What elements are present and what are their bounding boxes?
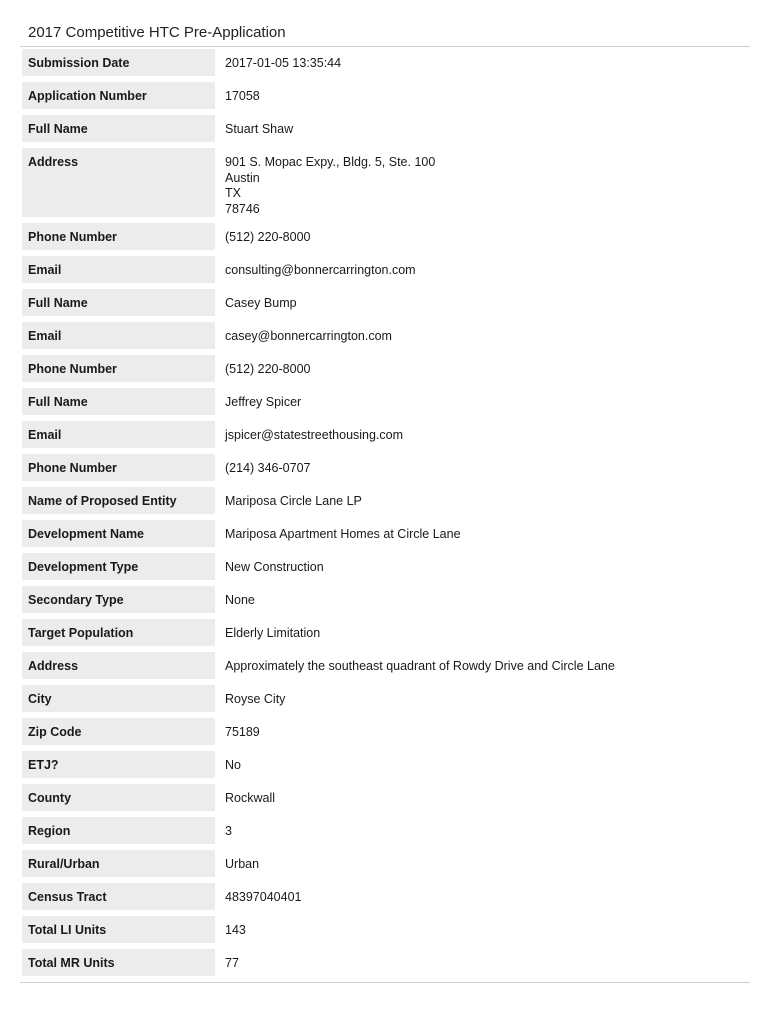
field-value [215, 751, 762, 778]
field-value [215, 718, 762, 745]
field-label: Email [22, 256, 215, 283]
field-label: Phone Number [22, 223, 215, 250]
field-row [22, 487, 762, 514]
field-label: Email [22, 421, 215, 448]
field-label: ETJ? [22, 751, 215, 778]
field-value-line: Stuart Shaw [225, 122, 294, 136]
field-label: County [22, 784, 215, 811]
field-value-line: Approximately the southeast quadrant of Rowdy Drive and Circle Lane [225, 659, 615, 673]
field-label: Full Name [22, 289, 215, 316]
field-value [215, 322, 762, 349]
field-row [22, 148, 762, 217]
field-value [215, 619, 762, 646]
field-row [22, 49, 762, 76]
field-label: Census Tract [22, 883, 215, 910]
field-row [22, 355, 762, 382]
field-label: Full Name [22, 388, 215, 415]
field-row [22, 817, 762, 844]
field-value [215, 520, 762, 547]
field-value [215, 850, 762, 877]
field-value-line: 77 [225, 956, 239, 970]
field-row [22, 685, 762, 712]
field-value [215, 553, 762, 580]
field-value-line: 17058 [225, 89, 260, 103]
field-label: Address [22, 652, 215, 679]
field-value-line: consulting@bonnercarrington.com [225, 263, 416, 277]
field-label: City [22, 685, 215, 712]
bottom-divider [20, 982, 750, 983]
field-value-line: 48397040401 [225, 890, 302, 904]
form-fields [22, 49, 762, 982]
field-label: Development Type [22, 553, 215, 580]
field-value [215, 883, 762, 910]
field-value-line: 78746 [225, 201, 260, 216]
field-row [22, 619, 762, 646]
field-label: Total LI Units [22, 916, 215, 943]
field-row [22, 115, 762, 142]
field-row [22, 916, 762, 943]
field-value [215, 454, 762, 481]
field-value [215, 223, 762, 250]
field-row [22, 586, 762, 613]
field-row [22, 454, 762, 481]
field-label: Development Name [22, 520, 215, 547]
field-label: Name of Proposed Entity [22, 487, 215, 514]
field-value-line: Mariposa Circle Lane LP [225, 494, 362, 508]
field-value-line: (512) 220-8000 [225, 230, 311, 244]
field-value-line: Elderly Limitation [225, 626, 321, 640]
field-value-line: casey@bonnercarrington.com [225, 329, 392, 343]
field-value-line: (214) 346-0707 [225, 461, 311, 475]
field-label: Target Population [22, 619, 215, 646]
field-label: Email [22, 322, 215, 349]
field-row [22, 784, 762, 811]
field-label: Total MR Units [22, 949, 215, 976]
field-label: Phone Number [22, 454, 215, 481]
field-row [22, 289, 762, 316]
field-value-line: Casey Bump [225, 296, 297, 310]
field-value-line: None [225, 593, 255, 607]
field-row [22, 322, 762, 349]
field-value-line: (512) 220-8000 [225, 362, 311, 376]
field-value [215, 148, 762, 217]
field-value [215, 115, 762, 142]
field-value [215, 49, 762, 76]
field-label: Phone Number [22, 355, 215, 382]
field-value-line: TX [225, 186, 241, 200]
field-row [22, 850, 762, 877]
field-value [215, 487, 762, 514]
field-value-line: jspicer@statestreethousing.com [225, 428, 404, 442]
field-value-line: Mariposa Apartment Homes at Circle Lane [225, 527, 461, 541]
field-value-line: 3 [225, 824, 232, 838]
field-label: Full Name [22, 115, 215, 142]
field-row [22, 421, 762, 448]
field-row [22, 652, 762, 679]
field-row [22, 520, 762, 547]
field-value-line: 143 [225, 923, 246, 937]
field-row [22, 751, 762, 778]
field-value [215, 421, 762, 448]
field-value [215, 586, 762, 613]
field-value [215, 784, 762, 811]
field-label: Zip Code [22, 718, 215, 745]
field-row [22, 388, 762, 415]
field-value [215, 916, 762, 943]
field-row [22, 883, 762, 910]
field-row [22, 223, 762, 250]
title-divider [20, 46, 750, 47]
field-value [215, 685, 762, 712]
field-label: Secondary Type [22, 586, 215, 613]
field-value-line: Urban [225, 857, 260, 871]
field-value-line: Austin [225, 170, 260, 185]
field-value [215, 949, 762, 976]
field-row [22, 82, 762, 109]
field-row [22, 553, 762, 580]
field-row [22, 718, 762, 745]
field-value [215, 652, 762, 679]
field-label: Submission Date [22, 49, 215, 76]
field-value-line: No [225, 758, 241, 772]
field-label: Address [22, 148, 215, 217]
field-value-line: Royse City [225, 692, 286, 706]
field-value-line: 901 S. Mopac Expy., Bldg. 5, Ste. 100 [225, 155, 436, 169]
field-label: Application Number [22, 82, 215, 109]
field-value [215, 817, 762, 844]
field-row [22, 256, 762, 283]
field-row [22, 949, 762, 976]
field-value [215, 355, 762, 382]
field-label: Region [22, 817, 215, 844]
field-value [215, 388, 762, 415]
field-value [215, 256, 762, 283]
field-value-line: 75189 [225, 725, 260, 739]
field-value-line: Rockwall [225, 791, 276, 805]
field-value-line: Jeffrey Spicer [225, 395, 302, 409]
field-value [215, 82, 762, 109]
field-value-line: 2017-01-05 13:35:44 [225, 56, 342, 70]
field-label: Rural/Urban [22, 850, 215, 877]
page-title: 2017 Competitive HTC Pre-Application [28, 24, 286, 41]
field-value [215, 289, 762, 316]
field-value-line: New Construction [225, 560, 324, 574]
